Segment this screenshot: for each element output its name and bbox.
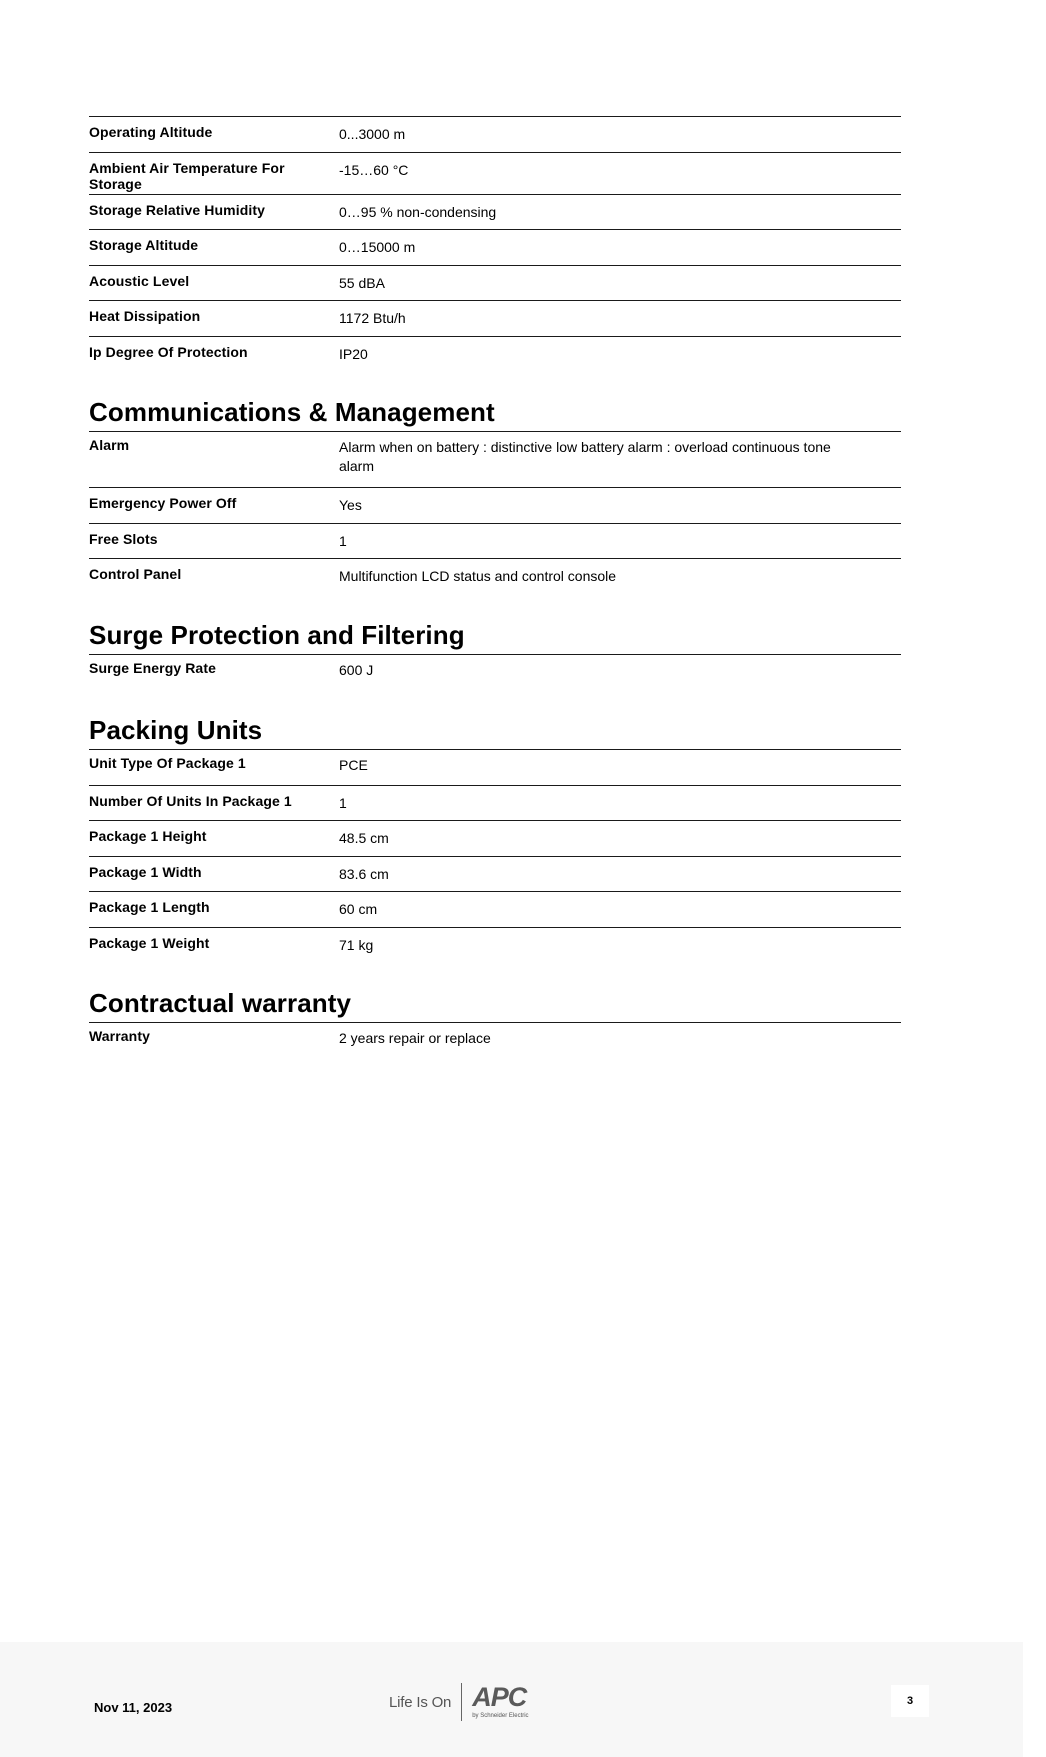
spec-value: 1172 Btu/h bbox=[339, 310, 406, 326]
spec-row bbox=[89, 116, 901, 152]
spec-label: Free Slots bbox=[89, 530, 158, 547]
section-title: Contractual warranty bbox=[89, 988, 352, 1018]
spec-value: 55 dBA bbox=[339, 274, 385, 291]
spec-value: -15…60 °C bbox=[339, 161, 409, 178]
spec-content bbox=[89, 116, 901, 1058]
spec-row bbox=[89, 558, 901, 594]
spec-row bbox=[89, 152, 901, 194]
spec-row bbox=[89, 654, 901, 690]
spec-value: 1 bbox=[339, 794, 347, 811]
spec-value: 2 years repair or replace bbox=[339, 1030, 491, 1046]
apc-logo bbox=[472, 1684, 528, 1720]
apc-wordmark: APC bbox=[472, 1682, 527, 1712]
spec-label: Control Panel bbox=[89, 566, 182, 582]
spec-label: Ip Degree Of Protection bbox=[89, 343, 248, 360]
spec-value: 0...3000 m bbox=[339, 126, 406, 142]
tagline: Life Is On bbox=[389, 1693, 452, 1711]
spec-value: 83.6 cm bbox=[339, 865, 389, 882]
spec-value: PCE bbox=[339, 757, 368, 773]
spec-row bbox=[89, 856, 901, 892]
spec-row bbox=[89, 194, 901, 230]
spec-label: Package 1 Weight bbox=[89, 934, 210, 951]
spec-label: Acoustic Level bbox=[89, 272, 190, 289]
page-footer bbox=[0, 1642, 1023, 1757]
brand-logo bbox=[389, 1682, 529, 1722]
spec-row bbox=[89, 523, 901, 559]
spec-row bbox=[89, 927, 901, 963]
spec-value: Yes bbox=[339, 497, 362, 513]
section-title: Communications & Management bbox=[89, 397, 495, 427]
spec-row bbox=[89, 265, 901, 301]
spec-value: Alarm when on battery : distinctive low battery alarm : overload continuous tone alarm bbox=[339, 439, 831, 474]
spec-row bbox=[89, 891, 901, 927]
spec-value: Multifunction LCD status and control console bbox=[339, 568, 617, 584]
spec-value: 600 J bbox=[339, 661, 374, 678]
spec-label: Unit Type Of Package 1 bbox=[89, 755, 246, 771]
spec-value: IP20 bbox=[339, 345, 368, 362]
spec-label: Surge Energy Rate bbox=[89, 659, 216, 676]
spec-value: 60 cm bbox=[339, 901, 378, 917]
spec-row bbox=[89, 487, 901, 523]
surge-section bbox=[89, 620, 901, 690]
spec-label: Package 1 Width bbox=[89, 863, 202, 880]
footer-date: Nov 11, 2023 bbox=[94, 1700, 173, 1715]
section-title: Surge Protection and Filtering bbox=[89, 619, 465, 650]
spec-value: 0…95 % non-condensing bbox=[339, 203, 497, 220]
packing-section bbox=[89, 715, 901, 962]
communications-section bbox=[89, 397, 901, 594]
spec-label: Ambient Air Temperature For Storage bbox=[89, 159, 285, 192]
spec-row bbox=[89, 820, 901, 856]
spec-label: Emergency Power Off bbox=[89, 495, 237, 511]
spec-label: Alarm bbox=[89, 437, 130, 453]
spec-row bbox=[89, 229, 901, 265]
spec-label: Package 1 Length bbox=[89, 899, 210, 915]
brand-subline: by Schneider Electric bbox=[472, 1713, 529, 1719]
environment-table bbox=[89, 116, 901, 371]
spec-label: Operating Altitude bbox=[89, 124, 213, 140]
page-number: 3 bbox=[891, 1685, 929, 1717]
spec-label: Number Of Units In Package 1 bbox=[89, 792, 292, 809]
spec-label: Storage Altitude bbox=[89, 237, 199, 253]
spec-value: 1 bbox=[339, 532, 347, 549]
spec-value: 71 kg bbox=[339, 936, 374, 953]
spec-row bbox=[89, 749, 901, 785]
spec-label: Package 1 Height bbox=[89, 828, 207, 844]
spec-label: Storage Relative Humidity bbox=[89, 201, 265, 218]
spec-row bbox=[89, 300, 901, 336]
spec-value: 0…15000 m bbox=[339, 239, 416, 255]
section-title: Packing Units bbox=[89, 715, 263, 745]
spec-value: 48.5 cm bbox=[339, 830, 389, 846]
warranty-section bbox=[89, 988, 901, 1058]
logo-divider bbox=[461, 1683, 462, 1721]
spec-label: Heat Dissipation bbox=[89, 308, 201, 324]
spec-row bbox=[89, 785, 901, 821]
spec-row bbox=[89, 1022, 901, 1058]
spec-label: Warranty bbox=[89, 1028, 150, 1044]
spec-row bbox=[89, 431, 901, 487]
spec-row bbox=[89, 336, 901, 372]
